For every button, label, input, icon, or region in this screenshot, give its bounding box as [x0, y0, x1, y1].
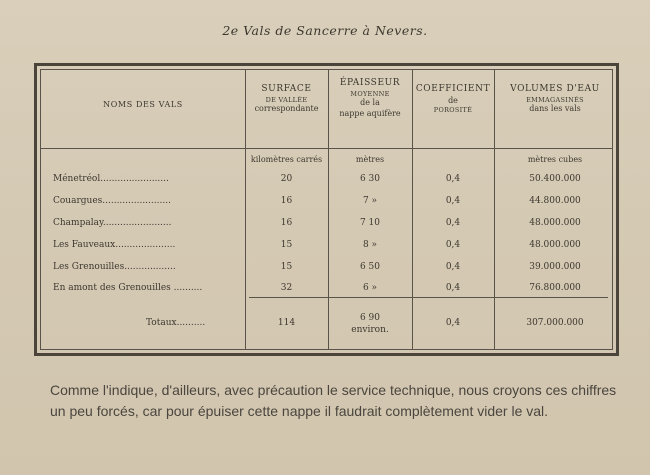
table-grid [40, 69, 613, 350]
row-coefficient: 0,4 [445, 218, 461, 228]
totals-epaisseur: 6 90 [359, 313, 381, 323]
unit-epaisseur: mètres [355, 155, 385, 164]
row-name: En amont des Grenouilles .......... [53, 283, 203, 293]
row-surface: 15 [280, 262, 293, 272]
row-name: Champalay........................ [53, 218, 172, 228]
row-volume: 48.000.000 [529, 218, 581, 228]
row-coefficient: 0,4 [445, 240, 461, 250]
header-volumes: VOLUMES D'EAU EMMAGASINÉS dans les vals [510, 84, 600, 114]
header-epaisseur: ÉPAISSEUR MOYENNE de la nappe aquifère [339, 78, 401, 118]
row-coefficient: 0,4 [445, 262, 461, 272]
row-name: Les Fauveaux..................... [53, 240, 176, 250]
header-coefficient: COEFFICIENT de POROSITÉ [415, 84, 491, 115]
row-name: Ménetréol........................ [53, 174, 169, 184]
header-noms: NOMS DES VALS [103, 100, 183, 109]
row-epaisseur: 7 10 [359, 218, 381, 228]
row-coefficient: 0,4 [445, 174, 461, 184]
header-surface: SURFACE DE VALLÉE correspondante [254, 84, 319, 114]
row-volume: 44.800.000 [529, 196, 581, 206]
unit-volumes: mètres cubes [527, 155, 583, 164]
row-epaisseur: 6 » [362, 283, 378, 293]
row-name: Les Grenouilles.................. [53, 262, 176, 272]
table-caption: 2e Vals de Sancerre à Nevers. [222, 23, 428, 38]
totals-surface: 114 [277, 318, 296, 328]
header-divider [41, 148, 612, 149]
totals-label: Totaux.......... [146, 318, 206, 328]
row-surface: 15 [280, 240, 293, 250]
row-volume: 76.800.000 [529, 283, 581, 293]
row-volume: 48.000.000 [529, 240, 581, 250]
row-coefficient: 0,4 [445, 196, 461, 206]
row-volume: 50.400.000 [529, 174, 581, 184]
row-name: Couargues........................ [53, 196, 171, 206]
row-surface: 16 [280, 218, 293, 228]
totals-volume: 307.000.000 [526, 318, 584, 328]
body-paragraph: Comme l'indique, d'ailleurs, avec précaution le service technique, nous croyons ces chiffres un peu forcés, car pour épuiser cette nappe il faudrait complètement vider le val. [50, 382, 617, 419]
row-epaisseur: 6 50 [359, 262, 381, 272]
row-epaisseur: 7 » [362, 196, 378, 206]
row-coefficient: 0,4 [445, 283, 461, 293]
row-epaisseur: 8 » [362, 240, 378, 250]
table-frame [34, 63, 619, 356]
row-volume: 39.000.000 [529, 262, 581, 272]
totals-divider [249, 297, 608, 298]
totals-coefficient: 0,4 [445, 318, 461, 328]
row-surface: 16 [280, 196, 293, 206]
row-surface: 20 [280, 174, 293, 184]
row-epaisseur: 6 30 [359, 174, 381, 184]
totals-epaisseur-note: environ. [351, 325, 389, 335]
unit-surface: kilomètres carrés [250, 155, 323, 164]
row-surface: 32 [280, 283, 293, 293]
